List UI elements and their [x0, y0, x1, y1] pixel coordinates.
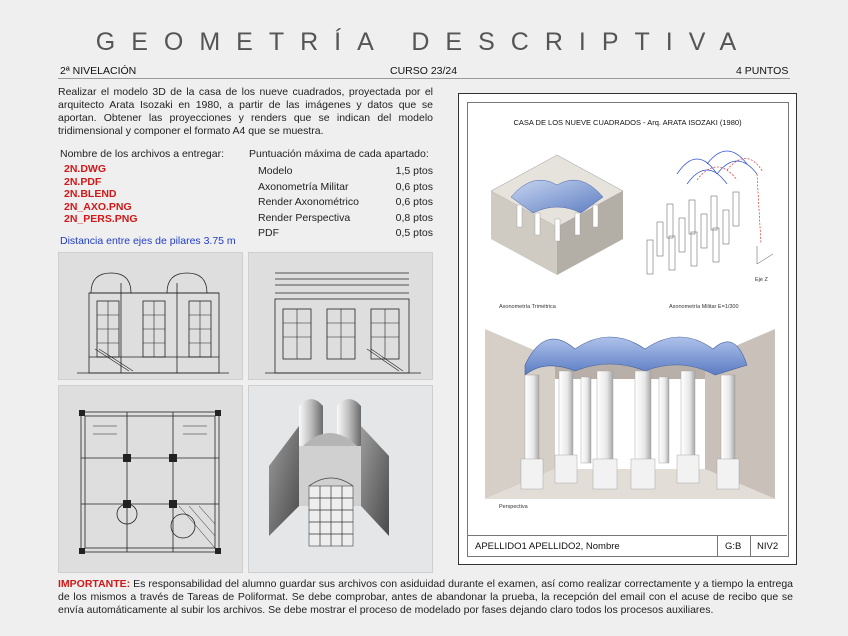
score-name: Render Perspectiva [258, 211, 351, 224]
axis-label: Eje Z [755, 277, 768, 283]
page-title: GEOMETRÍA DESCRIPTIVA [95, 28, 753, 56]
group-label: G:B [725, 541, 742, 552]
sheet-title: CASA DE LOS NUEVE CUADRADOS - Arq. ARATA ISOZAKI (1980) [513, 118, 742, 127]
score-value: 0,6 ptos [395, 196, 433, 208]
military-axonometric-wireframe [637, 144, 787, 294]
important-note [58, 578, 793, 617]
important-label: IMPORTANTE: [58, 578, 131, 590]
floor-plan-drawing [58, 385, 243, 573]
file-name: 2N.DWG [64, 163, 106, 175]
scores-table [258, 165, 433, 243]
footer-divider [717, 536, 718, 556]
level-label: 2ª NIVELACIÓN [60, 65, 137, 77]
file-name: 2N_AXO.PNG [64, 200, 132, 213]
points-label: 4 PUNTOS [736, 65, 789, 77]
file-name: 2N.PDF [64, 175, 102, 188]
score-row [258, 196, 433, 212]
files-list [64, 163, 138, 226]
course-label: CURSO 23/24 [390, 65, 458, 77]
caption-axo-render: Axonometría Trimétrica [499, 304, 556, 310]
sheet-footer [467, 535, 787, 556]
score-name: Axonometría Militar [258, 180, 349, 193]
side-elevation-drawing [248, 252, 433, 380]
caption-axo-military: Axonometría Militar E=1/300 [669, 304, 739, 310]
file-name: 2N_PERS.PNG [64, 213, 138, 225]
score-row [258, 181, 433, 197]
score-value: 1,5 ptos [395, 165, 433, 177]
score-value: 0,8 ptos [395, 211, 433, 224]
a4-format-sheet [458, 93, 797, 565]
student-name: APELLIDO1 APELLIDO2, Nombre [475, 541, 620, 552]
score-value: 0,5 ptos [395, 227, 433, 239]
axonometric-render [487, 149, 627, 279]
files-label: Nombre de los archivos a entregar: [60, 148, 224, 160]
important-text: Es responsabilidad del alumno guardar sus archivos con asiduidad durante el examen, así como realizar correctamente y a tiempo la entrega de los mismos a través de Tareas de Poliformat. Se debe comprobar, antes de abandonar la prueba, la recepción del email con el acuse de recibo que se envía automáticamente al subir los archivos. Se debe mostrar el proceso de modelado por fases dejando claro todos los procesos auxiliares. [58, 578, 793, 616]
score-row [258, 227, 433, 243]
file-name: 2N.BLEND [64, 188, 117, 200]
pillar-spacing-note: Distancia entre ejes de pilares 3.75 m [60, 235, 236, 247]
scores-label: Puntuación máxima de cada apartado: [249, 148, 429, 160]
footer-divider [750, 536, 751, 556]
score-name: Modelo [258, 165, 293, 177]
score-name: Render Axonométrico [258, 196, 359, 208]
score-name: PDF [258, 227, 279, 239]
model-render-image [248, 385, 433, 573]
caption-perspective: Perspectiva [499, 504, 528, 510]
score-row [258, 212, 433, 228]
intro-paragraph: Realizar el modelo 3D de la casa de los nueve cuadrados, proyectada por el arquitecto Arata Isozaki en 1980, a partir de las imágenes y datos que se aportan. Obtener las proyecciones y renders que se indican del modelo tridimensional y componer el formato A4 que se muestra. [58, 86, 433, 137]
level-code: NIV2 [757, 541, 779, 552]
header-divider [58, 78, 790, 79]
front-elevation-drawing [58, 252, 243, 380]
score-value: 0,6 ptos [395, 180, 433, 193]
perspective-render [485, 319, 775, 514]
score-row [258, 165, 433, 181]
